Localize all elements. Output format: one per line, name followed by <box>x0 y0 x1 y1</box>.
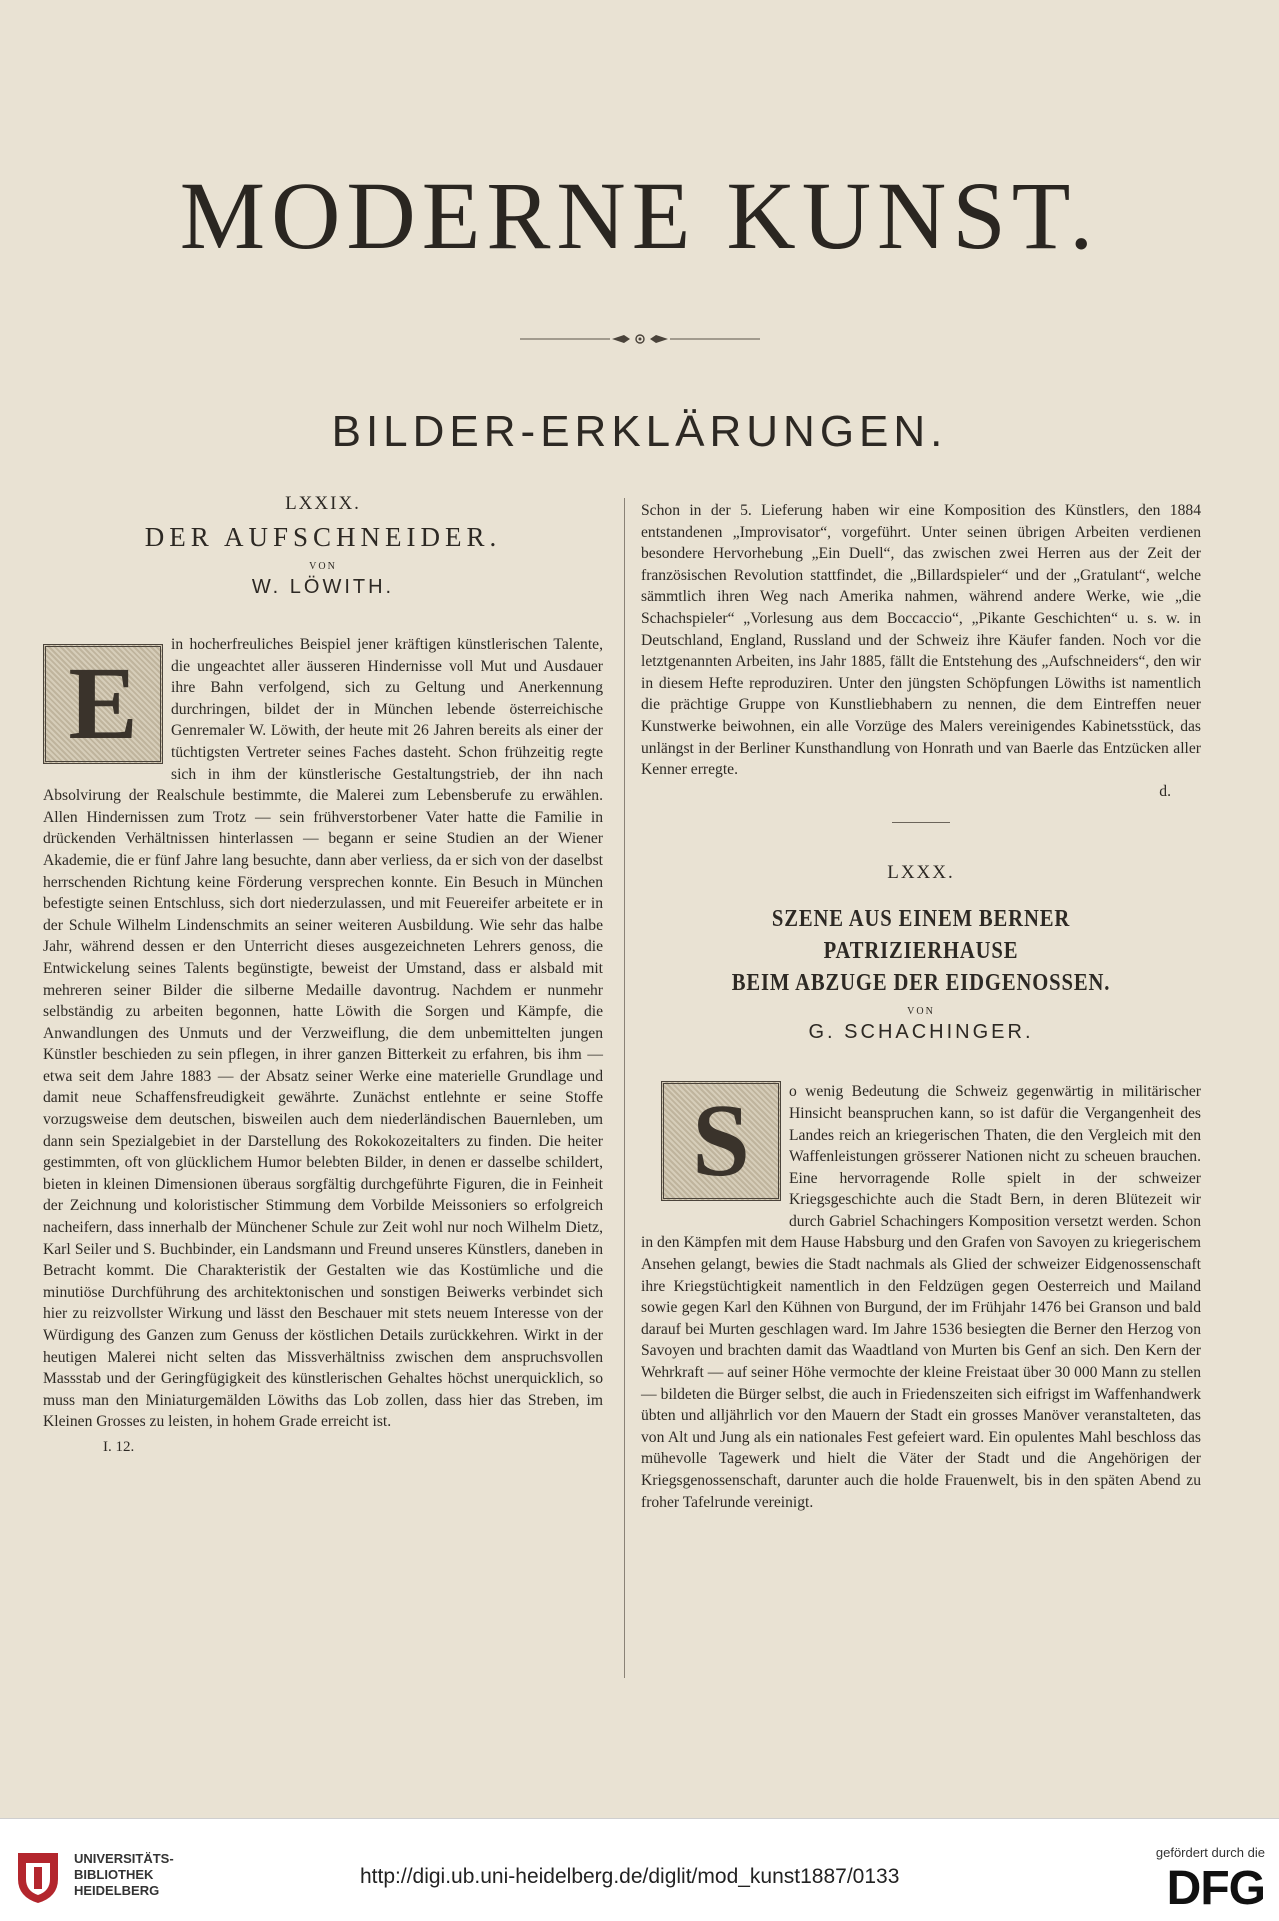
byline-von: VON <box>309 561 337 572</box>
article-text: o wenig Bedeutung die Schweiz gegenwärtig in militärischer Hinsicht beanspruchen kann, so ist dafür die Vergangenheit des Landes reich an kriegerischen Thaten, die den Vergleich mit den Waffenleistungen grösserer Nationen nicht zu scheuen brauchen. Eine hervorragende Rolle spielt in der schweizer Kriegsgeschichte auch die Stadt Bern, in deren Blütezeit wir durch Gabriel Schachingers Komposition versetzt werden. Schon in den Kämpfen mit dem Hause Habsburg und den Grafen von Savoyen zu kriegerischem Ansehen gelangt, bewies die Stadt nachmals als Glied der schweizer Eidgenossenschaft ihre Kriegstüchtigkeit namentlich in den Feldzügen gegen Oesterreich und Mailand sowie gegen Karl den Kühnen von Burgund, der im Frühjahr 1476 bei Granson und bald darauf bei Murten geschlagen ward. Im Jahre 1536 besiegten die Berner den Herzog von Savoyen und brachten damit das Waadtland von Murten bis Genf an sich. Den Kern der Wehrkraft — auf seiner Höhe vermochte der kleine Freistaat über 30 000 Mann zu stellen — bildeten die Bürger selbst, die auch in Friedenszeiten sich eifrigst im Waffenhandwerk übten und alljährlich vor den Mauern der Stadt ein grosses Manöver veranstalteten, das von Alt und Jung als ein nationales Fest gefeiert ward. Ein opulentes Mahl beschloss das mühevolle Tagewerk und hielt die Väter der Stadt und die Angehörigen der Kriegsgenossenschaft, darunter auch die holde Frauenwelt, bis in den späten Abend zu froher Tafelrunde vereinigt. <box>641 1083 1201 1511</box>
right-column <box>641 500 1201 1513</box>
library-line-3: HEIDELBERG <box>74 1883 160 1898</box>
initial-letter: E <box>43 644 163 764</box>
dfg-logo: DFG <box>1166 1862 1265 1915</box>
article-title: DER AUFSCHNEIDER. <box>144 522 502 552</box>
continuation-text: Schon in der 5. Lieferung haben wir eine Komposition des Künstlers, den 1884 entstandenen „Improvisator“, vorgeführt. Unter seinen übrigen Arbeiten verdienen besondere Hervorhebung „Ein Duell“, das zwischen zwei Herren aus der Zeit der französischen Revolution stattfindet, die „Billardspieler“ und der „Gratulant“, welche sämmtlich ihren Weg nach Amerika nahmen, während andere Werke, wie „die Schachspieler“ „Vorlesung aus dem Boccaccio“, „Pikante Geschichten“ u. s. w. in Deutschland, England, Russland und der Schweiz ihre Käufer fanden. Noch vor die letztgenannten Arbeiten, ins Jahr 1885, fällt die Entstehung des „Aufschneiders“, den wir in diesem Hefte reproduziren. Unter den jüngsten Schöpfungen Löwiths ist namentlich die prächtige Gruppe von Kunstliebhabern zu nennen, die dem Eintreffen neuer Kunstwerke beiwohnen, ein alle Vorzüge des Malers vereinigendes Kabinetsstück, das unlängst in der Berliner Kunsthandlung von Honrath und van Baerle das Entzücken aller Kenner erregte. <box>641 502 1201 779</box>
article-number: LXXIX. <box>285 493 361 514</box>
author-initial: d. <box>1159 782 1171 800</box>
article-title-line2: BEIM ABZUGE DER EIDGENOSSEN. <box>731 970 1111 997</box>
left-column <box>43 492 603 1459</box>
section-rule <box>892 822 950 823</box>
initial-letter: S <box>661 1081 781 1201</box>
decorated-initial <box>661 1081 781 1201</box>
article-continuation <box>641 500 1201 781</box>
article-author: W. LÖWITH. <box>251 576 395 598</box>
library-line-2: BIBLIOTHEK <box>74 1867 154 1882</box>
signature-mark: I. 12. <box>103 1438 135 1455</box>
library-line-1: UNIVERSITÄTS- <box>74 1851 174 1866</box>
article-author: G. SCHACHINGER. <box>808 1021 1034 1044</box>
university-seal-icon <box>10 1849 66 1905</box>
column-divider <box>624 498 625 1678</box>
article-text: in hocherfreuliches Beispiel jener kräftigen künstlerischen Talente, die ungeachtet aller äusseren Hindernisse voll Mut und Ausdauer ihre Bahn verfolgend, sich zu Geltung und Anerkennung durchringen, bildet der in München lebende österreichische Genremaler W. Löwith, der heute mit 26 Jahren bereits als einer der tüchtigsten Vertreter seines Faches dasteht. Schon frühzeitig regte sich in ihm der künstlerische Gestaltungstrieb, der ihn nach Absolvirung der Realschule bestimmte, die Malerei zum Lebensberufe zu erwählen. Allen Hindernissen zum Trotz — sein frühverstorbener Vater hatte die Familie in drückenden Verhältnissen hinterlassen — begann er seine Studien an der Wiener Akademie, die er fünf Jahre lang besuchte, dann aber verliess, da er sich von der daselbst herrschenden Richtung keine Förderung versprechen konnte. Ein Besuch in München befestigte seinen Entschluss, sich dort niederzulassen, und mit Feuereifer arbeitete er in der Schule Wilhelm Lindenschmits an seiner weiteren Ausbildung. Wie sehr das halbe Jahr, während dessen er den Unterricht dieses ausgezeichneten Lehrers genoss, die Entwickelung seines Talents begünstigte, beweist der Umstand, dass er alsbald mit mehreren seiner Bilder die silberne Medaille davontrug. Nachdem er nunmehr selbständig zu arbeiten begonnen, hatte Löwith die Sorgen und Kämpfe, die Anwandlungen des Unmuts und der Verzweiflung, die dem unbemittelten jungen Künstler beschieden zu sein pflegen, in ihrer ganzen Bitterkeit zu erfahren, bis ihm — etwa seit dem Jahre 1883 — der Absatz seiner Werke eine materielle Grundlage und damit neue Schaffensfreudigkeit gewährte. Zunächst entlehnte er seine Stoffe vorzugsweise dem deutschen, bisweilen auch dem niederländischen Bauernleben, um dann sein Spezialgebiet in der Darstellung des Rokokozeitalters zu finden. Die heiter gestimmten, oft von glücklichem Humor belebten Bilder, in denen er dasselbe schildert, bieten in kleinen Dimensionen überaus sorgfältig durchgeführte Figuren, die in Feinheit der Zeichnung und koloristischer Stimmung dem Vorbilde Meissoniers so erfolgreich nacheifern, dass innerhalb der Münchener Schule zur Zeit wohl nur noch Wilhelm Dietz, Karl Seiler und S. Buchbinder, ein Landsmann und Freund unseres Künstlers, daneben in Betracht kommt. Die Charakteristik der Gestalten wie das Kostümliche und die minutiöse Durchführung des architektonischen und sonstigen Beiwerks verbindet sich hier zu reizvollster Wirkung und lässt den Beschauer mit stets neuem Interesse von der Würdigung des Ganzen zum Genuss der köstlichen Details zurückkehren. Wirkt in der heutigen Malerei nicht selten das Missverhältniss zwischen dem anspruchsvollen Massstab und der Geringfügigkeit des künstlerischen Gehaltes höchst unerquicklich, so muss man den Miniaturgemälden Löwiths das Lob zollen, dass hier das Streben, im Kleinen Grosses zu leisten, in hohem Grade erreicht ist. <box>43 636 603 1431</box>
source-url-link[interactable]: http://digi.ub.uni-heidelberg.de/diglit/mod_kunst1887/0133 <box>360 1865 900 1888</box>
article-number: LXXX. <box>887 862 955 884</box>
article-body <box>641 1081 1201 1513</box>
section-heading: BILDER-ERKLÄRUNGEN. <box>331 407 948 456</box>
article-title-line1: SZENE AUS EINEM BERNER PATRIZIERHAUSE <box>771 906 1071 965</box>
digitization-footer <box>0 1818 1279 1921</box>
masthead-title: MODERNE KUNST. <box>179 162 1100 269</box>
library-name <box>74 1851 174 1899</box>
decorated-initial <box>43 644 163 764</box>
byline-von: VON <box>907 1006 935 1018</box>
article-body <box>43 634 603 1433</box>
funding-label: gefördert durch die <box>1155 1845 1265 1860</box>
ornament-divider-icon <box>520 333 760 345</box>
